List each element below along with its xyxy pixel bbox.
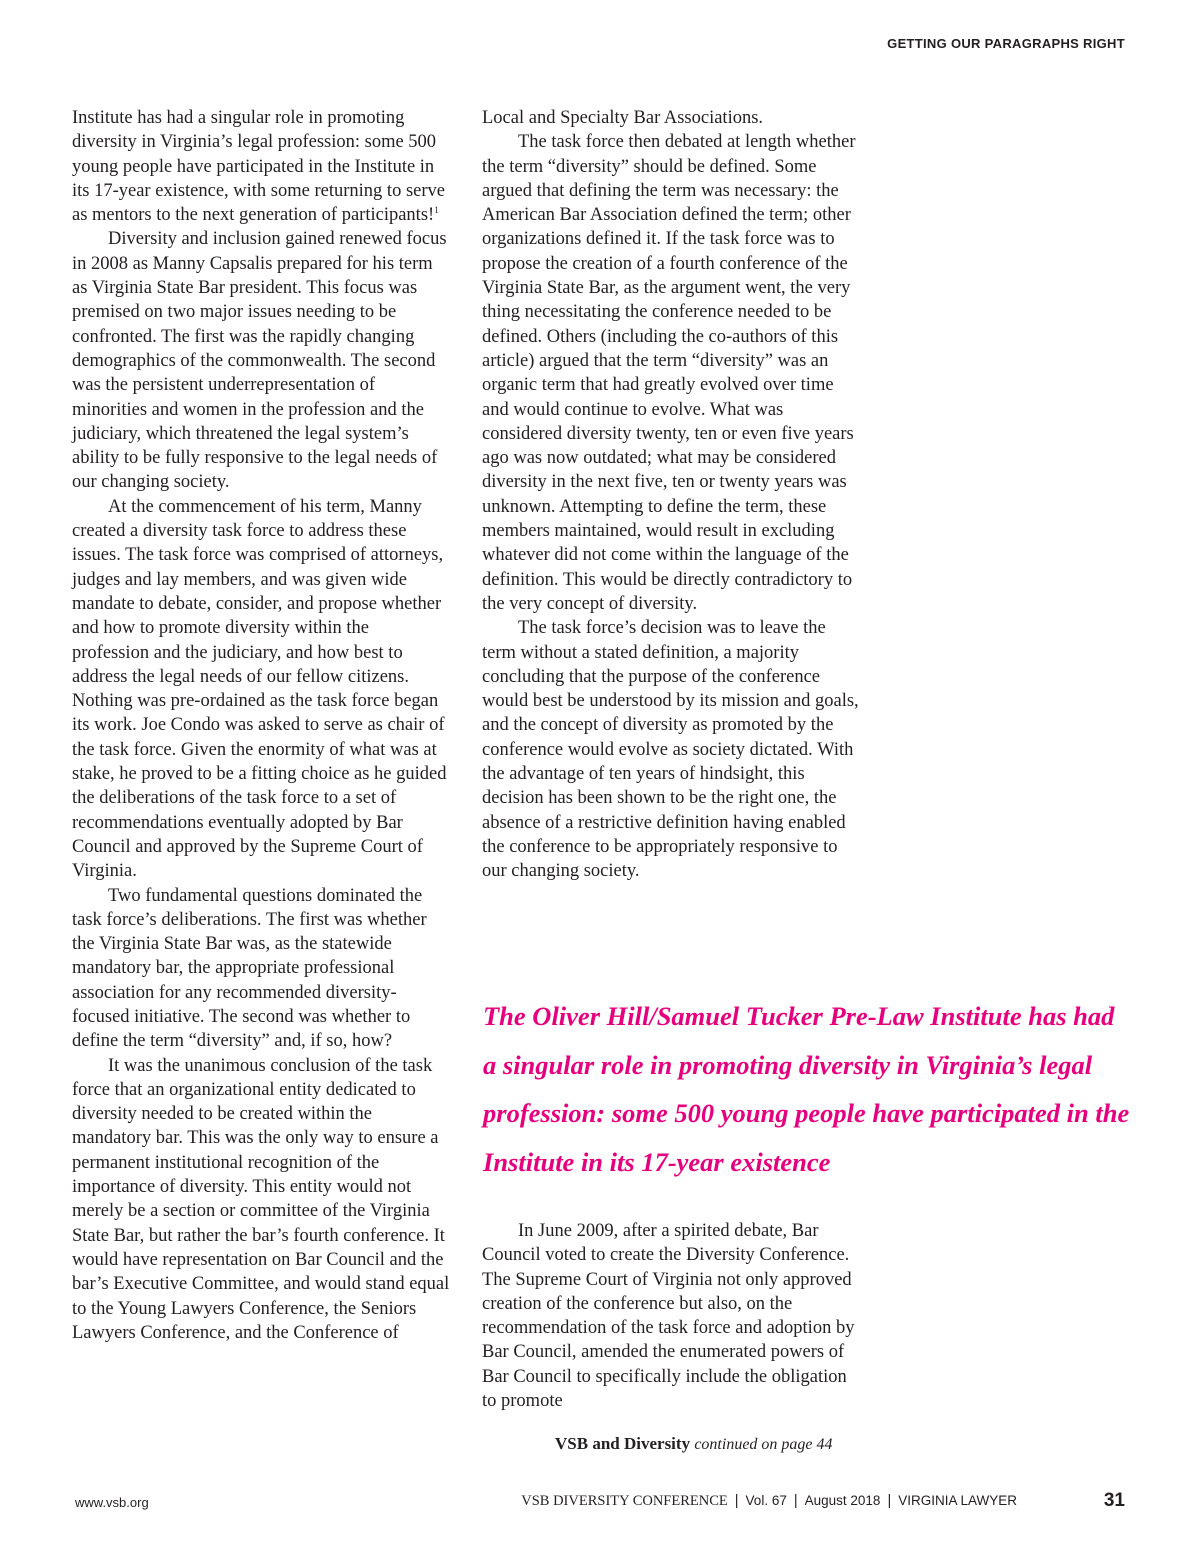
- footer-separator: |: [734, 1493, 739, 1509]
- left-paragraph-3: At the commencement of his term, Manny created a diversity task force to address these issues. The task force was comprised of attorneys, judges and lay members, and was given wide mandate to debate, consider, and propose whether and how to promote diversity within the profession and the judiciary, and how best to address the legal needs of our fellow citizens. Nothing was pre-ordained as the task force began its work. Joe Condo was asked to serve as chair of the task force. Given the enormity of what was at stake, he proved to be a fitting choice as he guided the deliberations of the task force to a set of recommendations eventually adopted by Bar Council and approved by the Supreme Court of Virginia.: [72, 496, 447, 882]
- footer-publication: VIRGINIA LAWYER: [898, 1493, 1017, 1508]
- left-paragraph-5: It was the unanimous conclusion of the task force that an organizational entity dedicated to diversity needed to be created within the mandatory bar. This was the only way to ensure a permanent institutional recognition of the importance of diversity. This entity would not merely be a section or committee of the Virginia State Bar, but rather the bar’s fourth conference. It would have representation on Bar Council and the bar’s Executive Committee, and would stand equal to the Young Lawyers Conference, the Seniors Lawyers Conference, and the Conference of: [72, 1055, 450, 1343]
- right-paragraph-4: In June 2009, after a spirited debate, Bar Council voted to create the Diversity Conference. The Supreme Court of Virginia not only approved creation of the conference but also, on the recommendation of the task force and adoption by Bar Council, amended the enumerated powers of Bar Council to specifically include the obligation to promote: [482, 1221, 855, 1412]
- right-column: [482, 106, 860, 884]
- left-paragraph-1: [72, 106, 450, 227]
- footer-url[interactable]: www.vsb.org: [75, 1495, 149, 1510]
- left-column: [72, 106, 450, 1345]
- footer-date: August 2018: [804, 1493, 881, 1508]
- continuation-note[interactable]: continued on page 44: [694, 1436, 833, 1453]
- right-paragraph-3: The task force’s decision was to leave the term without a stated definition, a majority concluding that the purpose of the conference would best be understood by its mission and goals, and the concept of diversity as promoted by the conference would evolve as society dictated. With the advantage of ten years of hindsight, this decision has been shown to be the right one, the absence of a restrictive definition having enabled the conference to be appropriately responsive to our changing society.: [482, 618, 859, 882]
- left-paragraph-2: Diversity and inclusion gained renewed focus in 2008 as Manny Capsalis prepared for his term as Virginia State Bar president. This focus was premised on two major issues needing to be confronted. The first was the rapidly changing demographics of the commonwealth. The second was the persistent underrepresentation of minorities and women in the profession and the judiciary, which threatened the legal system’s ability to be fully responsive to the legal needs of our changing society.: [72, 229, 447, 493]
- pull-quote: The Oliver Hill/Samuel Tucker Pre-Law Institute has had a singular role in promoting diversity in Virginia’s legal profession: some 500 young people have participated in the Institute in its 17-year existence: [483, 1001, 1130, 1177]
- left-paragraph-1-text: Institute has had a singular role in promoting diversity in Virginia’s legal profession: some 500 young people have participated in the Institute in its 17-year existence, with some returning to serve as mentors to the next generation of participants!: [72, 108, 445, 226]
- right-column-lower: [482, 1219, 860, 1413]
- page-number: 31: [1103, 1490, 1125, 1511]
- footnote-marker: 1: [434, 205, 439, 216]
- continuation-article: VSB and Diversity: [555, 1434, 691, 1453]
- right-paragraph-1: Local and Specialty Bar Associations.: [482, 108, 764, 128]
- continuation-line: [555, 1434, 833, 1454]
- left-paragraph-4: Two fundamental questions dominated the task force’s deliberations. The first was whether the Virginia State Bar was, as the statewide mandatory bar, the appropriate professional association for any recommended diversity-focused initiative. The second was whether to define the term “diversity” and, if so, how?: [72, 885, 427, 1052]
- footer-section: VSB DIVERSITY CONFERENCE: [521, 1493, 728, 1509]
- running-head: GETTING OUR PARAGRAPHS RIGHT: [887, 36, 1125, 51]
- right-paragraph-2: The task force then debated at length whether the term “diversity” should be defined. Some argued that defining the term was necessary: the American Bar Association defined the term; other organizations defined it. If the task force was to propose the creation of a fourth conference of the Virginia State Bar, as the argument went, the very thing necessitating the conference needed to be defined. Others (including the co-authors of this article) argued that the term “diversity” was an organic term that had greatly evolved over time and would continue to evolve. What was considered diversity twenty, ten or even five years ago was now outdated; what may be considered diversity in the next five, ten or twenty years was unknown. Attempting to define the term, these members maintained, would result in excluding whatever did not come within the language of the definition. This would be directly contradictory to the very concept of diversity.: [482, 132, 856, 614]
- footer-separator: |: [793, 1493, 798, 1509]
- footer-publication-line: [521, 1493, 1017, 1510]
- footer-volume: Vol. 67: [745, 1493, 787, 1508]
- footer-separator: |: [887, 1493, 892, 1509]
